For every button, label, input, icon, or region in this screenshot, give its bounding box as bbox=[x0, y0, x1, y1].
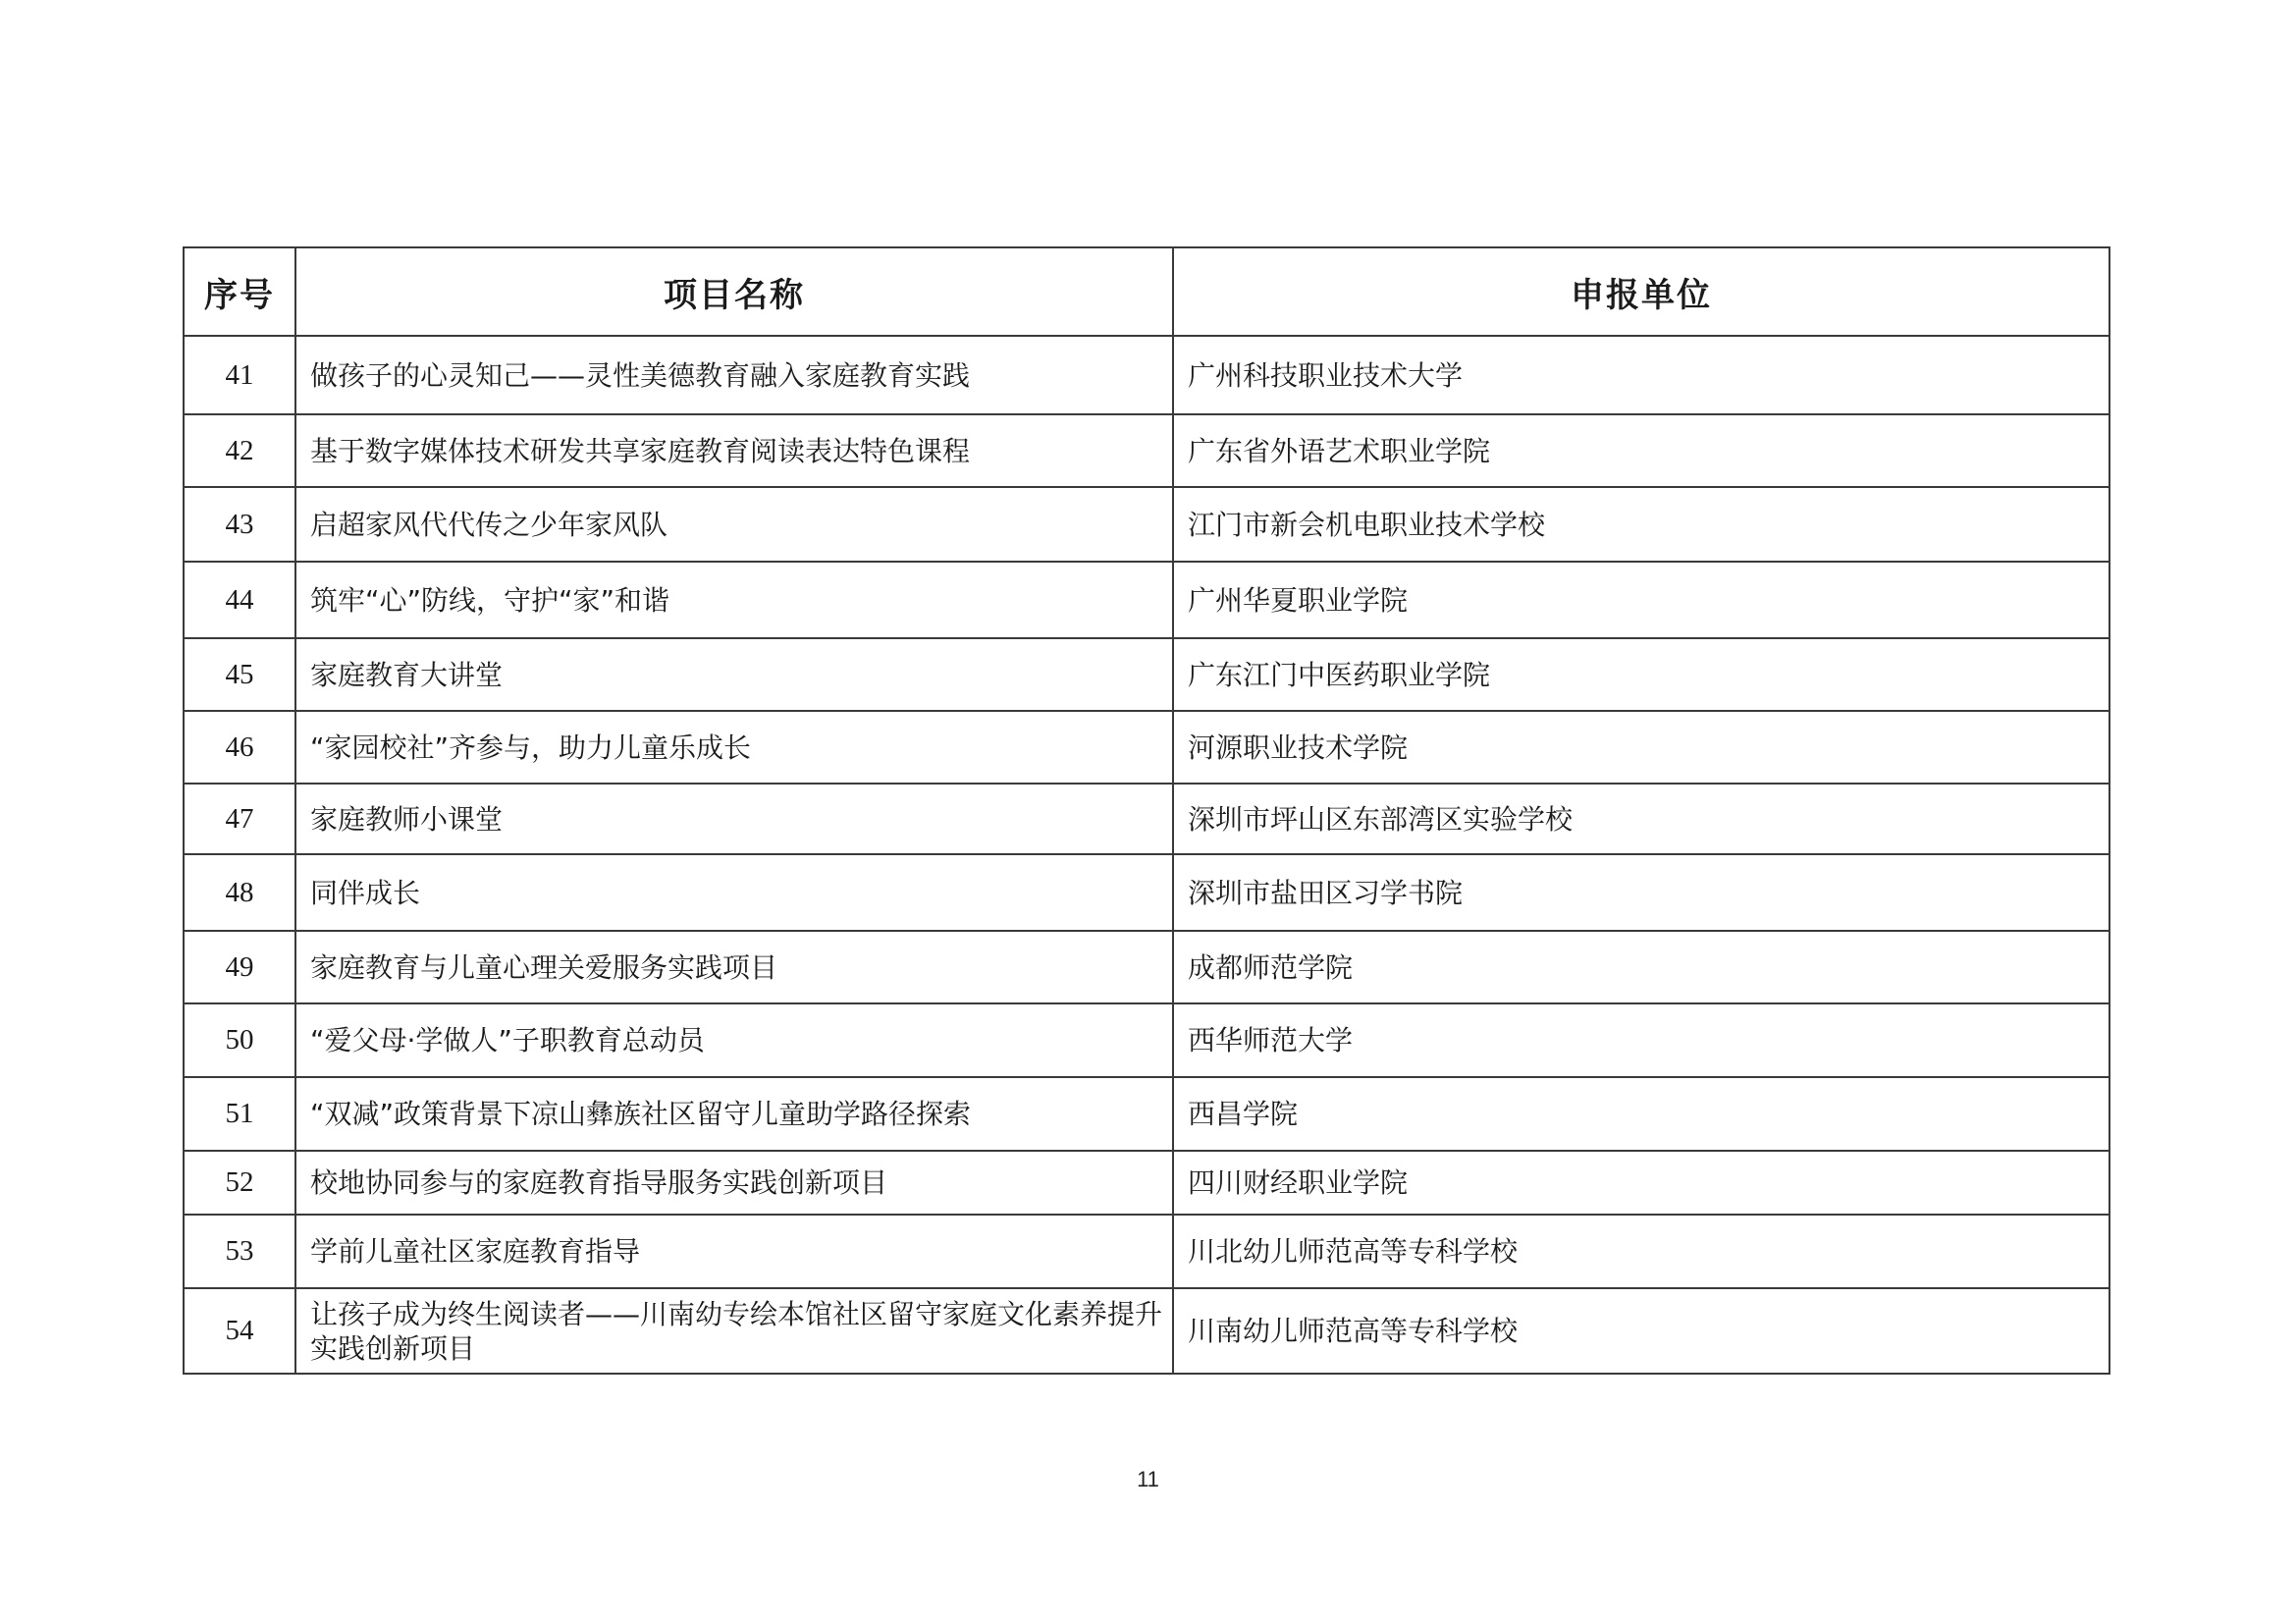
table-row bbox=[184, 854, 2109, 931]
applicant-unit: 成都师范学院 bbox=[1173, 931, 2109, 1003]
project-name: 家庭教育大讲堂 bbox=[295, 638, 1173, 711]
project-name: 家庭教育与儿童心理关爱服务实践项目 bbox=[295, 931, 1173, 1003]
row-number: 47 bbox=[184, 784, 295, 854]
applicant-unit: 川南幼儿师范高等专科学校 bbox=[1173, 1288, 2109, 1374]
row-number: 46 bbox=[184, 711, 295, 784]
project-name: “爱父母·学做人”子职教育总动员 bbox=[295, 1003, 1173, 1077]
row-number: 54 bbox=[184, 1288, 295, 1374]
project-name: 基于数字媒体技术研发共享家庭教育阅读表达特色课程 bbox=[295, 414, 1173, 487]
header-number: 序号 bbox=[184, 247, 295, 336]
table-row bbox=[184, 638, 2109, 711]
header-project-name: 项目名称 bbox=[295, 247, 1173, 336]
project-name: 启超家风代代传之少年家风队 bbox=[295, 487, 1173, 562]
applicant-unit: 广州华夏职业学院 bbox=[1173, 562, 2109, 638]
project-table bbox=[183, 246, 2110, 1375]
project-name: 学前儿童社区家庭教育指导 bbox=[295, 1215, 1173, 1288]
project-name: “双减”政策背景下凉山彝族社区留守儿童助学路径探索 bbox=[295, 1077, 1173, 1151]
table-row bbox=[184, 562, 2109, 638]
row-number: 50 bbox=[184, 1003, 295, 1077]
table-row bbox=[184, 1288, 2109, 1374]
table-row bbox=[184, 784, 2109, 854]
table-row bbox=[184, 336, 2109, 414]
applicant-unit: 江门市新会机电职业技术学校 bbox=[1173, 487, 2109, 562]
table-row bbox=[184, 414, 2109, 487]
applicant-unit: 西华师范大学 bbox=[1173, 1003, 2109, 1077]
row-number: 48 bbox=[184, 854, 295, 931]
table-row bbox=[184, 487, 2109, 562]
table-row bbox=[184, 711, 2109, 784]
applicant-unit: 河源职业技术学院 bbox=[1173, 711, 2109, 784]
page-number: 11 bbox=[1137, 1467, 1159, 1491]
row-number: 49 bbox=[184, 931, 295, 1003]
row-number: 52 bbox=[184, 1151, 295, 1215]
row-number: 53 bbox=[184, 1215, 295, 1288]
project-name: 家庭教师小课堂 bbox=[295, 784, 1173, 854]
row-number: 45 bbox=[184, 638, 295, 711]
project-name: 做孩子的心灵知己——灵性美德教育融入家庭教育实践 bbox=[295, 336, 1173, 414]
project-name: 校地协同参与的家庭教育指导服务实践创新项目 bbox=[295, 1151, 1173, 1215]
applicant-unit: 广东省外语艺术职业学院 bbox=[1173, 414, 2109, 487]
project-name: 让孩子成为终生阅读者——川南幼专绘本馆社区留守家庭文化素养提升实践创新项目 bbox=[295, 1288, 1173, 1374]
row-number: 44 bbox=[184, 562, 295, 638]
row-number: 41 bbox=[184, 336, 295, 414]
row-number: 51 bbox=[184, 1077, 295, 1151]
table-row bbox=[184, 1077, 2109, 1151]
row-number: 43 bbox=[184, 487, 295, 562]
table-row bbox=[184, 1151, 2109, 1215]
applicant-unit: 深圳市盐田区习学书院 bbox=[1173, 854, 2109, 931]
header-applicant-unit: 申报单位 bbox=[1173, 247, 2109, 336]
applicant-unit: 西昌学院 bbox=[1173, 1077, 2109, 1151]
applicant-unit: 深圳市坪山区东部湾区实验学校 bbox=[1173, 784, 2109, 854]
project-name: 同伴成长 bbox=[295, 854, 1173, 931]
project-name: 筑牢“心”防线，守护“家”和谐 bbox=[295, 562, 1173, 638]
table-row bbox=[184, 1003, 2109, 1077]
table-row bbox=[184, 931, 2109, 1003]
applicant-unit: 广州科技职业技术大学 bbox=[1173, 336, 2109, 414]
applicant-unit: 广东江门中医药职业学院 bbox=[1173, 638, 2109, 711]
table-row bbox=[184, 1215, 2109, 1288]
applicant-unit: 四川财经职业学院 bbox=[1173, 1151, 2109, 1215]
applicant-unit: 川北幼儿师范高等专科学校 bbox=[1173, 1215, 2109, 1288]
project-name: “家园校社”齐参与，助力儿童乐成长 bbox=[295, 711, 1173, 784]
table-header-row bbox=[184, 247, 2109, 336]
row-number: 42 bbox=[184, 414, 295, 487]
